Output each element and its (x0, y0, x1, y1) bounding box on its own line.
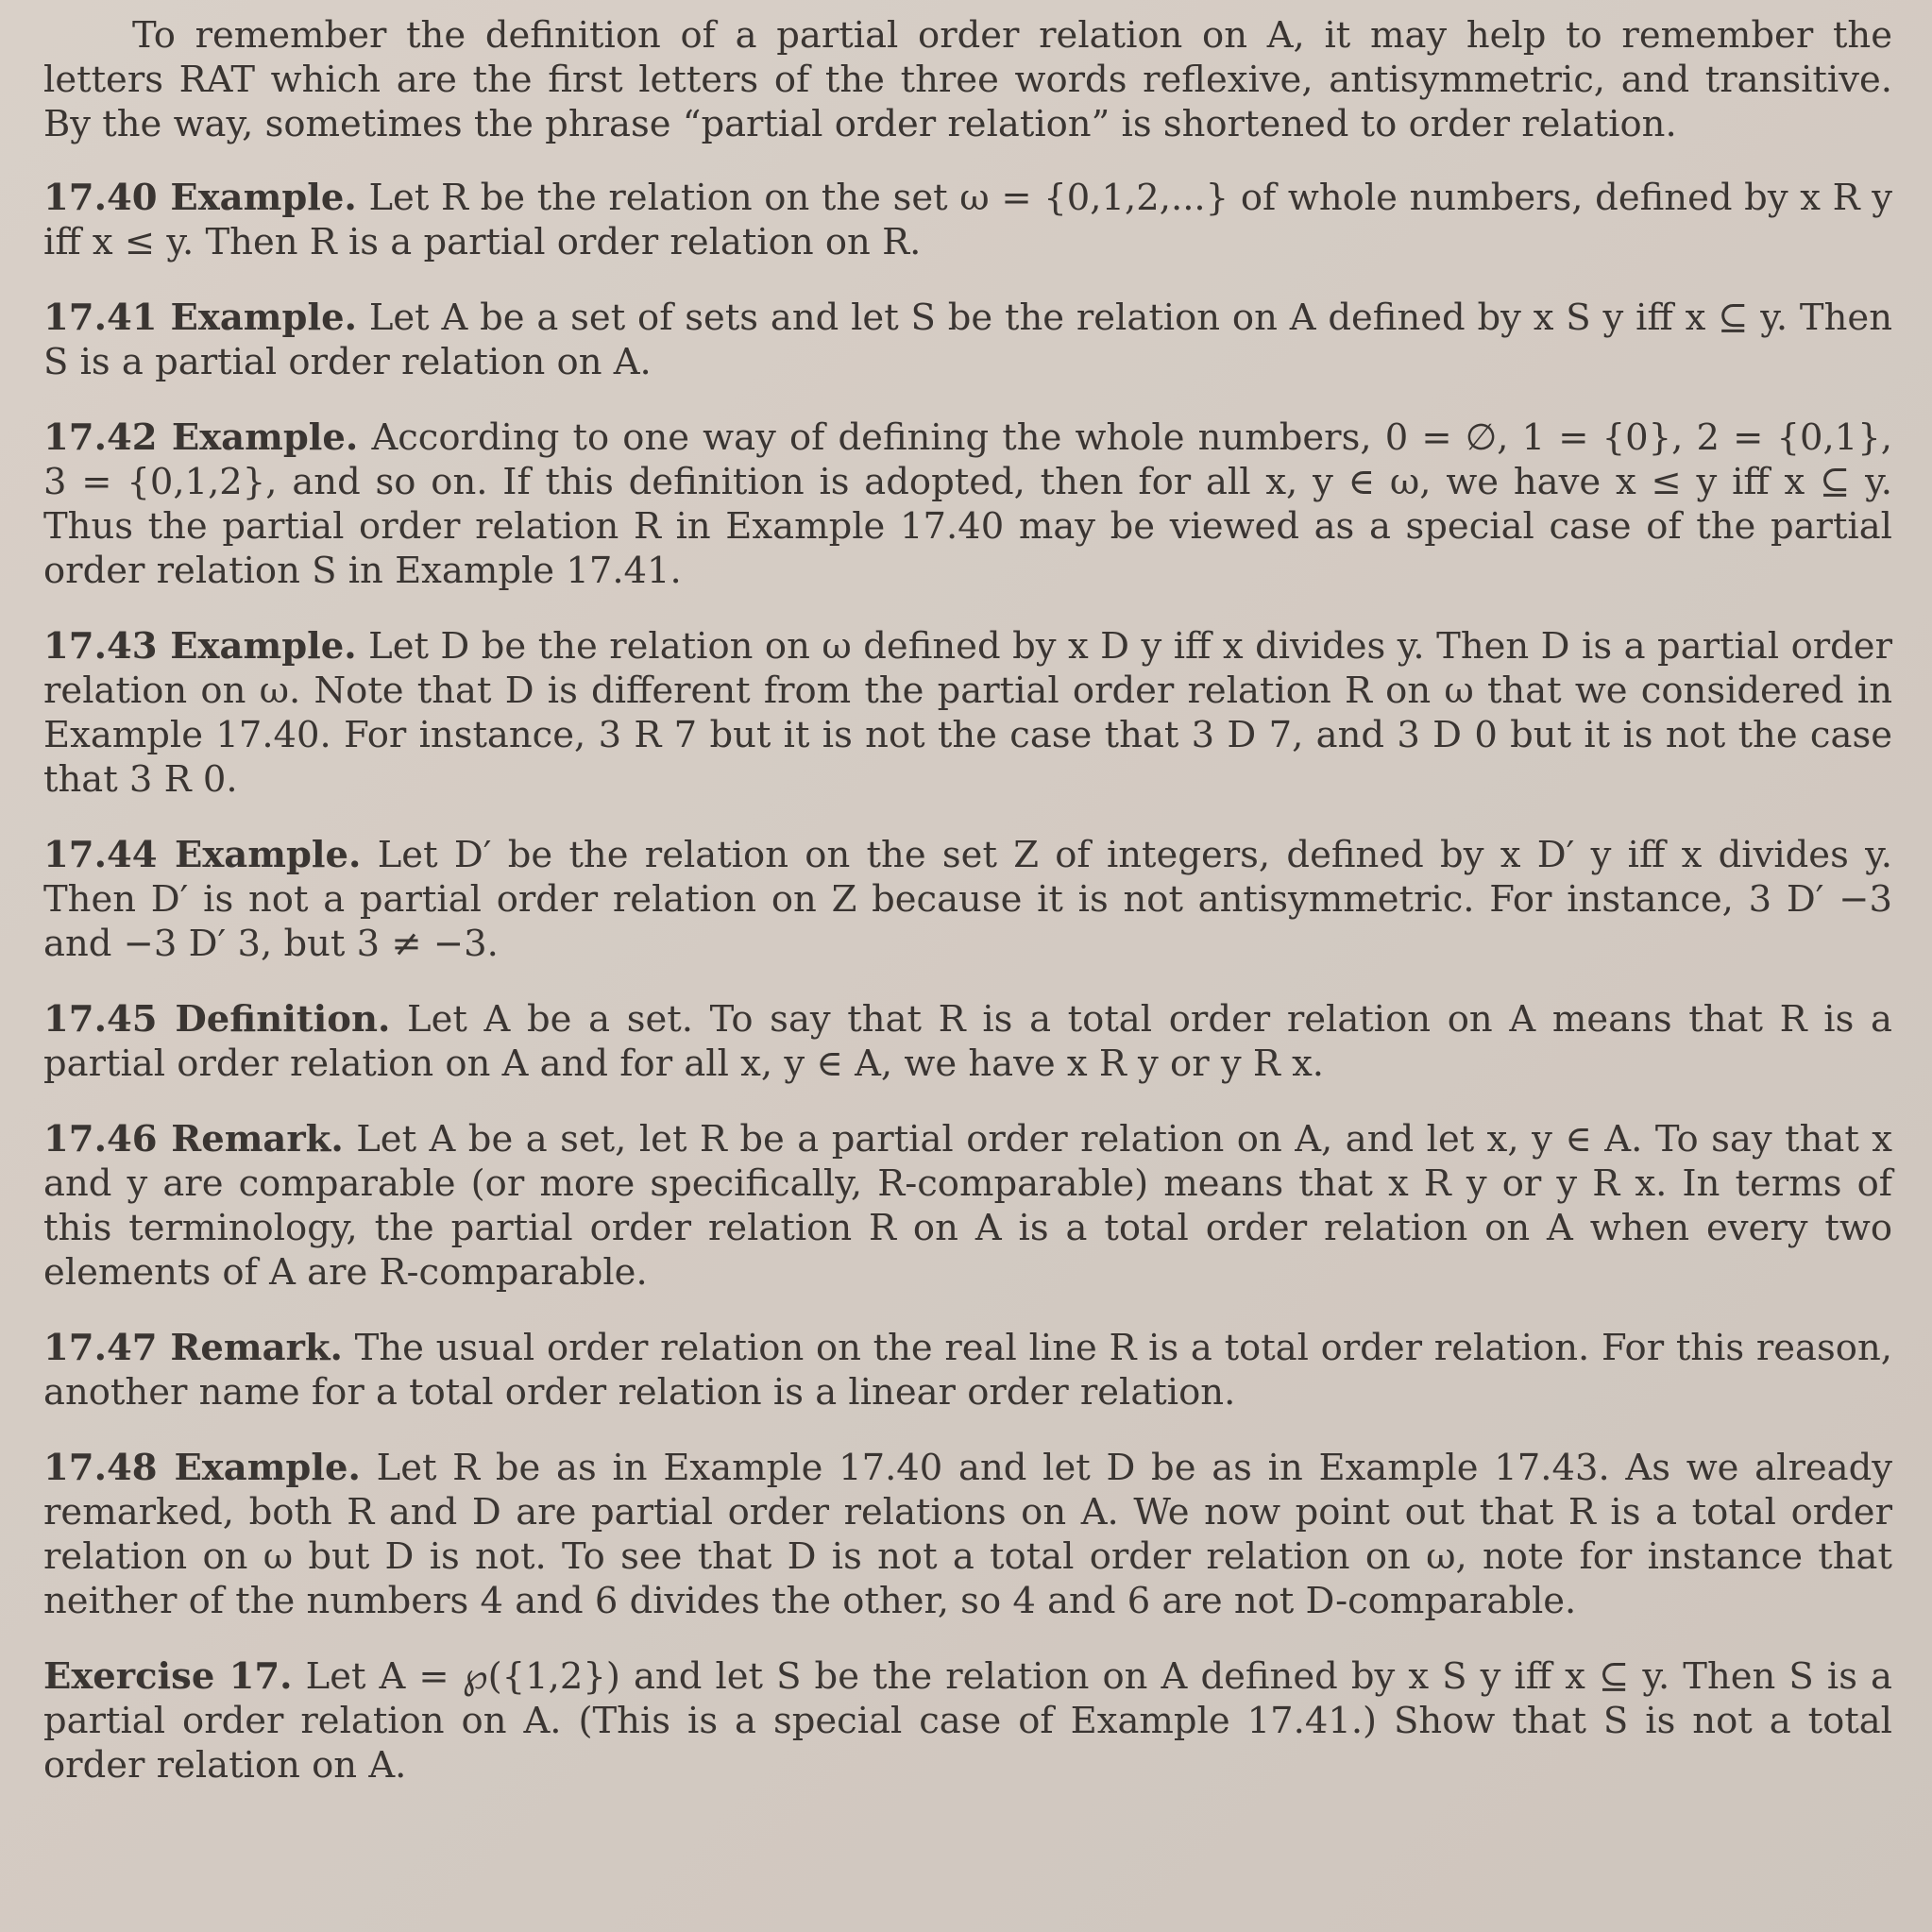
paragraph-remark-17-46 (43, 1117, 1892, 1295)
paragraph-label: 17.47 Remark. (43, 1327, 343, 1369)
paragraph-text: Let A be a set, let R be a partial order relation on A, and let x, y ∈ A. To say that x and y are comparable (or more specifically, R-comparable) means that x R y or y R x. In terms of this terminology, the partial order relation R on A is a total order relation on A when every two elements of A are R-comparable. (43, 1118, 1892, 1294)
paragraph-label: 17.40 Example. (43, 177, 357, 219)
paragraph-example-17-43 (43, 624, 1892, 802)
paragraph-text: Let D′ be the relation on the set Z of integers, defined by x D′ y iff x divides y. Then D′ is not a partial order relation on Z because it is not antisymmetric. For instance, 3 D′ −3 and −3 D′ 3, but 3 ≠ −3. (43, 834, 1892, 965)
paragraph-example-17-41 (43, 296, 1892, 384)
paragraph-example-17-40 (43, 176, 1892, 264)
paragraph-label: 17.44 Example. (43, 834, 362, 876)
document-page (43, 13, 1892, 1819)
paragraph-text: To remember the definition of a partial order relation on A, it may help to remember the letters RAT which are the first letters of the three words reflexive, antisymmetric, and transitive. By the way, sometimes the phrase “partial order relation” is shortened to order relation. (43, 14, 1892, 145)
paragraph-text: Let R be as in Example 17.40 and let D be as in Example 17.43. As we already remarked, both R and D are partial order relations on A. We now point out that R is a total order relation on ω but D is not. To see that D is not a total order relation on ω, note for instance that neither of the numbers 4 and 6 divides the other, so 4 and 6 are not D-comparable. (43, 1447, 1892, 1622)
paragraph-label: 17.41 Example. (43, 297, 357, 339)
paragraph-example-17-44 (43, 833, 1892, 966)
paragraph-text: Let D be the relation on ω defined by x D y iff x divides y. Then D is a partial order relation on ω. Note that D is different from the partial order relation R on ω that we considered in Example 17.40. For instance, 3 R 7 but it is not the case that 3 D 7, and 3 D 0 but it is not the case that 3 R 0. (43, 625, 1892, 801)
paragraph-exercise-17 (43, 1654, 1892, 1788)
paragraph-label: 17.45 Definition. (43, 998, 391, 1041)
paragraph-label: 17.42 Example. (43, 416, 359, 459)
paragraph-text: According to one way of defining the whole numbers, 0 = ∅, 1 = {0}, 2 = {0,1}, 3 = {0,1,2}, and so on. If this definition is adopted, then for all x, y ∈ ω, we have x ≤ y iff x ⊆ y. Thus the partial order relation R in Example 17.40 may be viewed as a special case of the partial order relation S in Example 17.41. (43, 416, 1892, 592)
paragraph-label: 17.48 Example. (43, 1447, 361, 1489)
paragraph-text: The usual order relation on the real line R is a total order relation. For this reason, another name for a total order relation is a linear order relation. (43, 1327, 1892, 1414)
paragraph-intro (43, 13, 1892, 146)
paragraph-label: 17.46 Remark. (43, 1118, 344, 1161)
paragraph-text: Let A = ℘({1,2}) and let S be the relation on A defined by x S y iff x ⊆ y. Then S is a partial order relation on A. (This is a special case of Example 17.41.) Show that S is not a total order relation on A. (43, 1655, 1892, 1787)
paragraph-definition-17-45 (43, 997, 1892, 1086)
paragraph-remark-17-47 (43, 1326, 1892, 1415)
paragraph-example-17-48 (43, 1446, 1892, 1623)
paragraph-text: Let A be a set of sets and let S be the relation on A defined by x S y iff x ⊆ y. Then S is a partial order relation on A. (43, 297, 1892, 383)
paragraph-label: Exercise 17. (43, 1655, 293, 1698)
paragraph-label: 17.43 Example. (43, 625, 357, 668)
paragraph-text: Let A be a set. To say that R is a total order relation on A means that R is a partial order relation on A and for all x, y ∈ A, we have x R y or y R x. (43, 998, 1892, 1085)
paragraph-text: Let R be the relation on the set ω = {0,1,2,...} of whole numbers, defined by x R y iff x ≤ y. Then R is a partial order relation on R. (43, 177, 1892, 263)
paragraph-example-17-42 (43, 415, 1892, 593)
